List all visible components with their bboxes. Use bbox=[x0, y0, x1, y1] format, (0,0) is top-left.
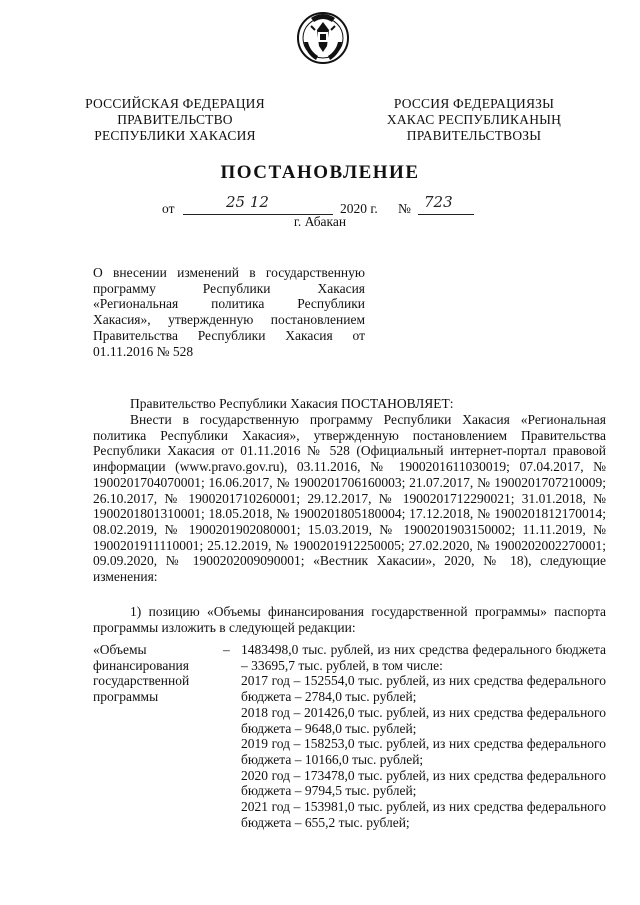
date-year: 2020 г. bbox=[340, 201, 378, 216]
header-right-line: ПРАВИТЕЛЬСТВОЗЫ bbox=[406, 128, 542, 143]
financing-values bbox=[241, 642, 606, 830]
financing-dash: – bbox=[223, 642, 230, 657]
city: г. Абакан bbox=[293, 214, 347, 229]
financing-line: 1483498,0 тыс. рублей, из них средства федерального бюджета – 33695,7 тыс. рублей, в том числе: bbox=[241, 642, 606, 673]
number-sign: № bbox=[398, 201, 411, 216]
header-left-line: РОССИЙСКАЯ ФЕДЕРАЦИЯ bbox=[85, 96, 265, 111]
header-left-line: РЕСПУБЛИКИ ХАКАСИЯ bbox=[94, 128, 256, 143]
resolution-item-1: 1) позицию «Объемы финансирования государственной программы» паспорта программы изложить в следующей редакции: bbox=[93, 604, 606, 635]
financing-line: 2020 год – 173478,0 тыс. рублей, из них средства федерального бюджета – 9794,5 тыс. рублей; bbox=[241, 767, 606, 799]
financing-line: 2018 год – 201426,0 тыс. рублей, из них средства федерального бюджета – 9648,0 тыс. рублей; bbox=[241, 704, 606, 736]
financing-line: 2019 год – 158253,0 тыс. рублей, из них средства федерального бюджета – 10166,0 тыс. рублей; bbox=[241, 736, 606, 767]
financing-line: 2017 год – 152554,0 тыс. рублей, из них средства федерального бюджета – 2784,0 тыс. рублей; bbox=[241, 673, 606, 705]
resolution-intro: Правительство Республики Хакасия ПОСТАНОВЛЯЕТ: bbox=[130, 396, 454, 411]
header-right bbox=[376, 96, 572, 144]
header-right-line: РОССИЯ ФЕДЕРАЦИЯЗЫ bbox=[393, 96, 555, 111]
resolution-paragraph: Внести в государственную программу Республики Хакасия «Региональная политика Республики Хакасия», утвержденную постановлением Правительства Республики Хакасия от 01.11.2016 № 528 (Официальный интернет-портал правовой информации (www.pravo.gov.ru), 03.11.2016, № 1900201611030019; 07.04.2017, № 1900201704070001; 16.06.2017, № 1900201706160003; 21.07.2017, № 1900201707210009; 26.10.2017, № 1900201710260001; 29.12.2017, № 1900201712290021; 31.01.2018, № 1900201801310001; 18.05.2018, № 1900201805180004; 17.12.2018, № 1900201812170014; 08.02.2019, № 1900201902080001; 15.03.2019, № 1900201903150002; 11.11.2019, № 1900201911110001; 25.12.2019, № 1900201912250005; 27.02.2020, № 1900202002270001; 09.09.2020, № 1900202009090001; «Вестник Хакасии», 2020, № 18), следующие изменения: bbox=[93, 412, 606, 585]
handwritten-date: 25 12 bbox=[226, 193, 269, 211]
document-subject: О внесении изменений в государственную программу Республики Хакасия «Региональная политика Республики Хакасия», утвержденную постановлением Правительства Республики Хакасия от 01.11.2016 № 528 bbox=[93, 265, 365, 359]
date-prefix: от bbox=[162, 201, 175, 216]
header-left bbox=[80, 96, 270, 144]
coat-of-arms-emblem bbox=[296, 8, 350, 66]
financing-label: «Объемы финансирования государственной программы bbox=[93, 642, 190, 705]
header-right-line: ХАКАС РЕСПУБЛИКАНЫҢ bbox=[386, 112, 562, 127]
header-left-line: ПРАВИТЕЛЬСТВО bbox=[117, 112, 233, 127]
document-title: ПОСТАНОВЛЕНИЕ bbox=[220, 162, 420, 183]
handwritten-number: 723 bbox=[424, 193, 453, 211]
financing-line: 2021 год – 153981,0 тыс. рублей, из них средства федерального бюджета – 655,2 тыс. рублей; bbox=[241, 799, 606, 830]
